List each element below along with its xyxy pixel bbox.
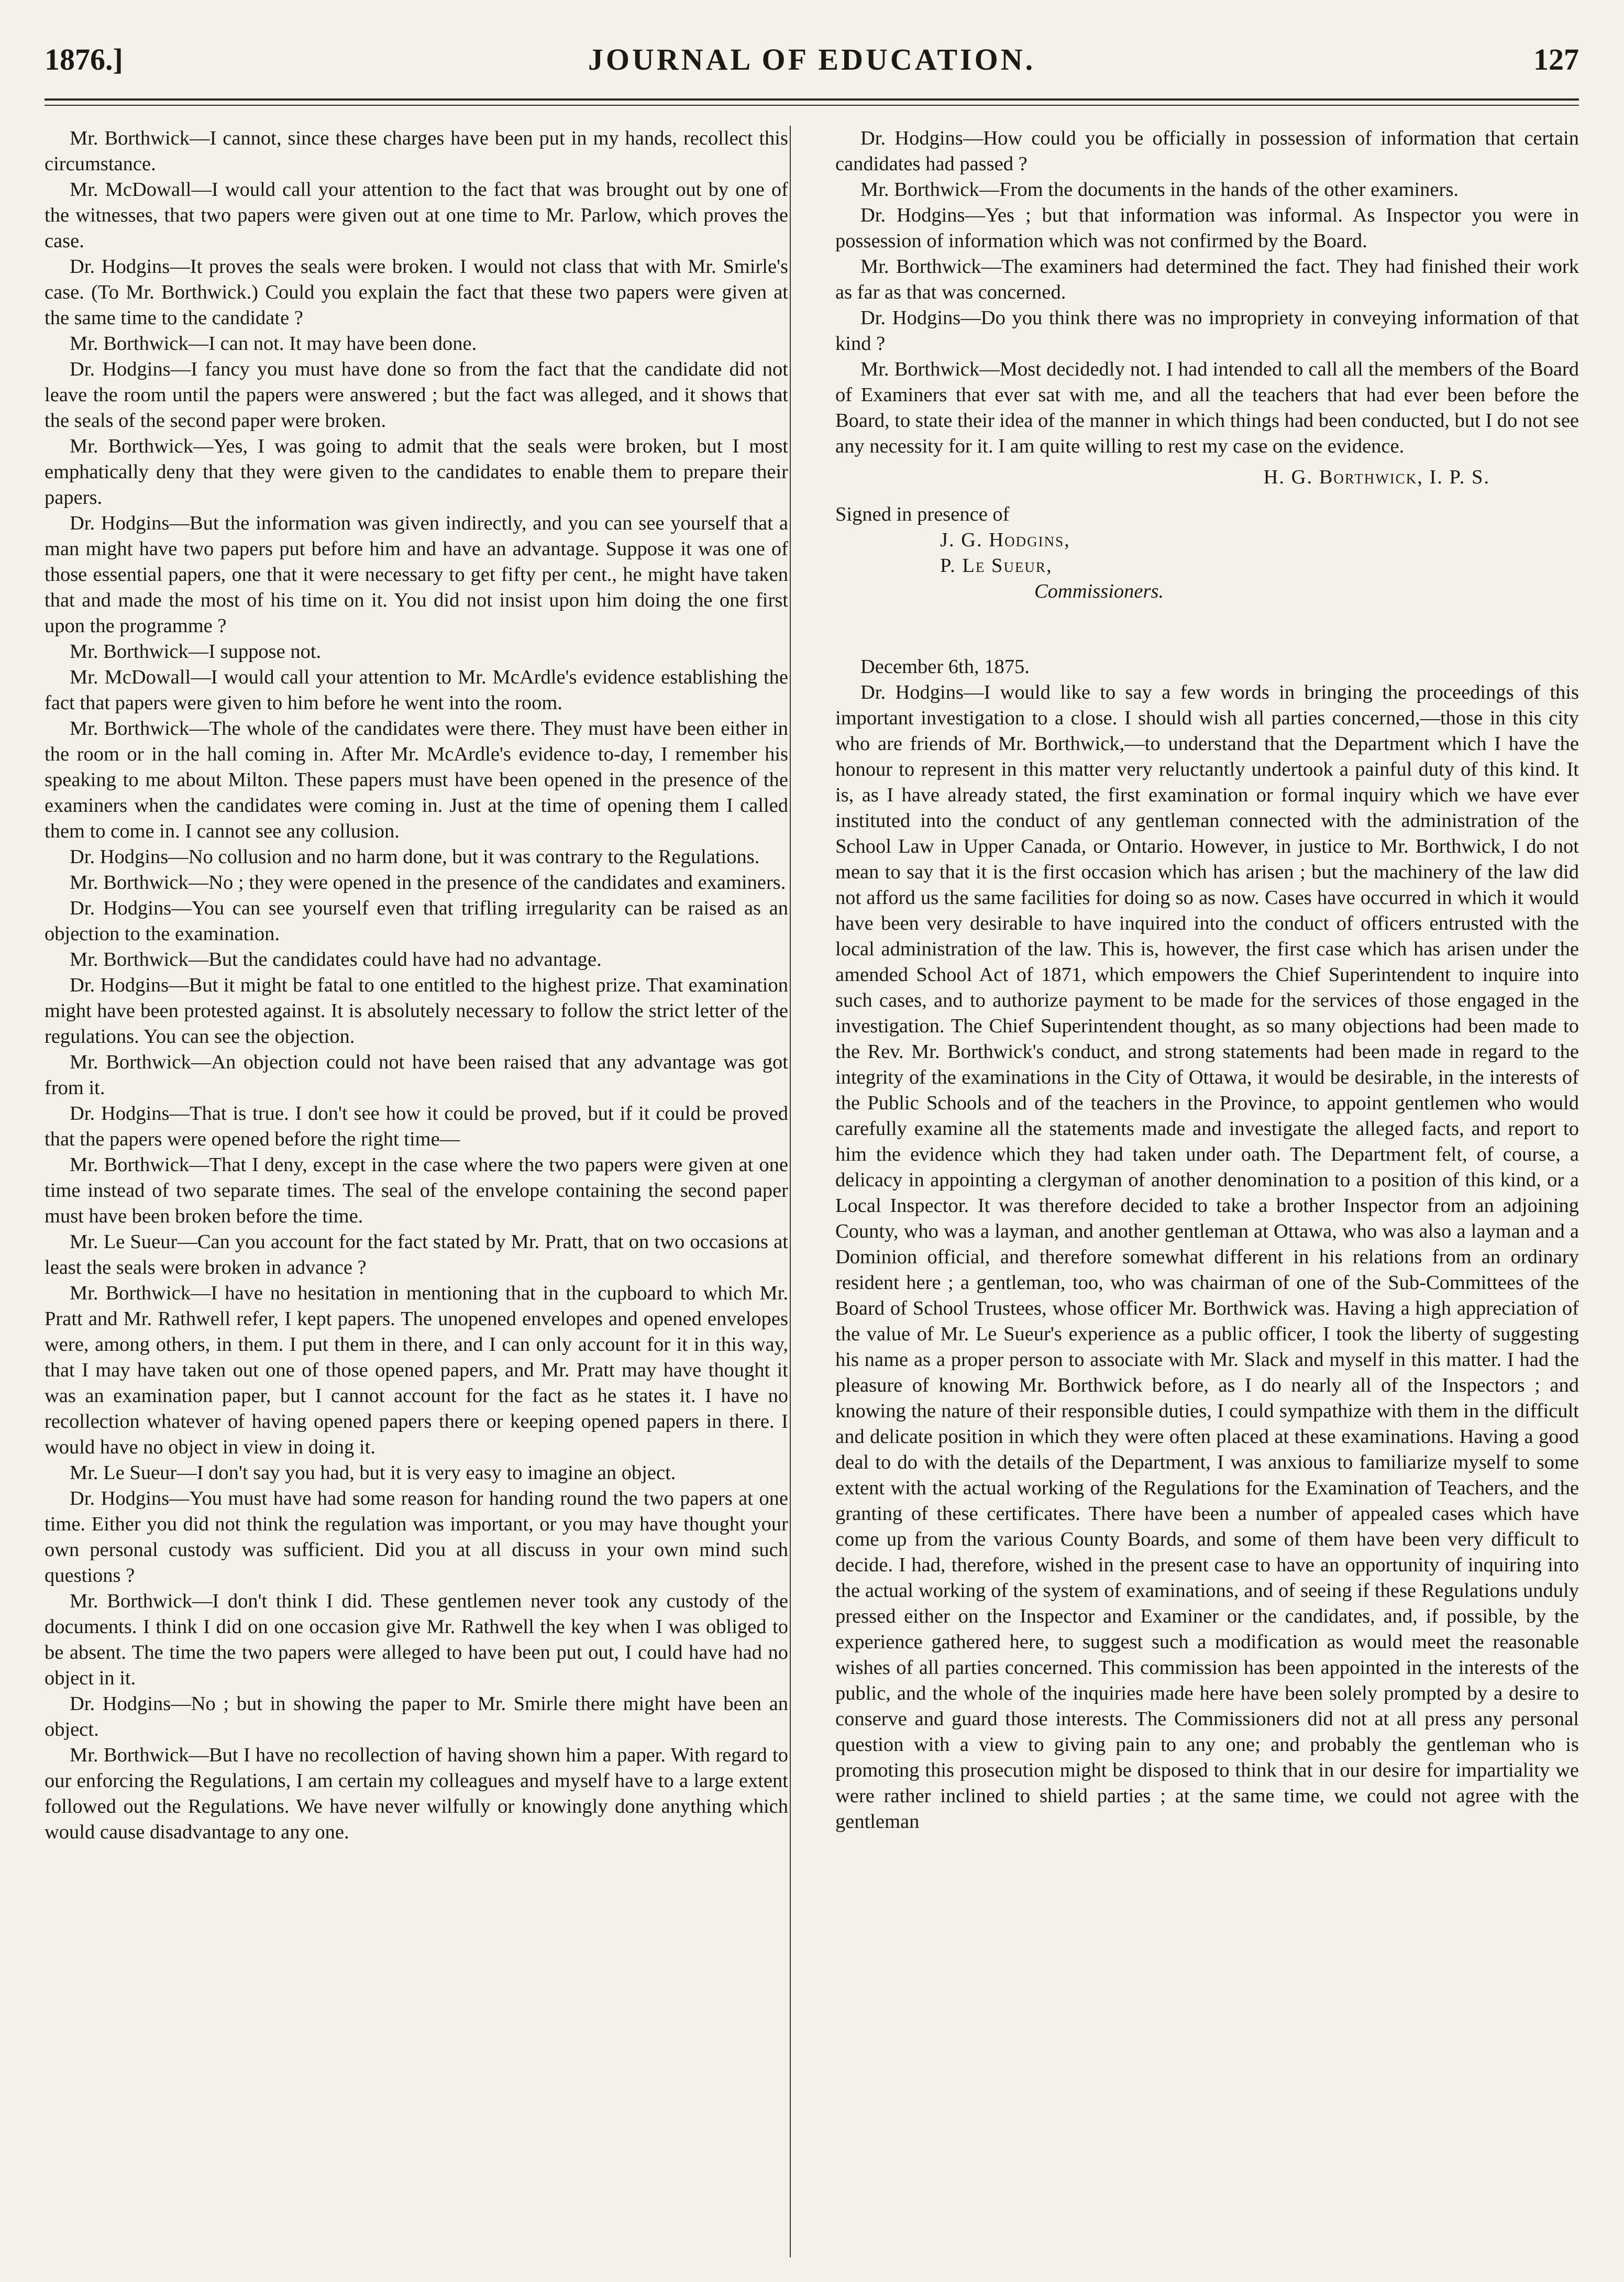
page-header — [45, 31, 1579, 84]
paragraph: Dr. Hodgins—You must have had some reason for handing round the two papers at one time. Either you did not think the regulation was important, or you may have thought your own personal custody was sufficient. Did you at all discuss in your own mind such questions ? — [45, 1487, 788, 1586]
paragraph: Mr. Borthwick—From the documents in the hands of the other examiners. — [860, 179, 1459, 201]
paragraph: Mr. Borthwick—I suppose not. — [70, 641, 322, 663]
paragraph: Dr. Hodgins—How could you be officially in possession of information that certain candidates had passed ? — [835, 127, 1579, 175]
header-rule-thin — [45, 105, 1579, 106]
page-number: 127 — [1533, 42, 1579, 76]
paragraph: Mr. Borthwick—I have no hesitation in mentioning that in the cupboard to which Mr. Pratt and Mr. Rathwell refer, I kept papers. The unopened envelopes and opened envelopes were, among others, in them. I put them in there, and I can only account for it in this way, that I may have taken out one of those opened papers, and Mr. Pratt may have thought it was an examination paper, but I cannot account for the fact as he states it. I have no recollection whatever of having opened papers there or keeping opened papers in there. I would have no object in view in doing it. — [45, 1282, 788, 1458]
paragraph: Mr. Borthwick—I cannot, since these charges have been put in my hands, recollect this circumstance. — [45, 127, 788, 175]
paragraph: Mr. Borthwick—I don't think I did. These gentlemen never took any custody of the documents. I think I did on one occasion give Mr. Rathwell the key when I was obliged to be absent. The time the two papers were alleged to have been put out, I could have had no object in it. — [45, 1590, 788, 1689]
paragraph: Dr. Hodgins—No collusion and no harm done, but it was contrary to the Regulations. — [70, 846, 760, 868]
paragraph: Dr. Hodgins—I fancy you must have done so from the fact that the candidate did not leave the room until the papers were answered ; but the fact was alleged, and it shows that the seals of the second paper were broken. — [45, 358, 788, 432]
paragraph: Dr. Hodgins—It proves the seals were broken. I would not class that with Mr. Smirle's case. (To Mr. Borthwick.) Could you explain the fact that these two papers were given at the same time to the candidate ? — [45, 256, 788, 329]
paragraph: Mr. Le Sueur—I don't say you had, but it is very easy to imagine an object. — [70, 1462, 676, 1484]
paragraph: Mr. Borthwick—The examiners had determined the fact. They had finished their work as far as that was concerned. — [835, 256, 1579, 303]
paragraph: Mr. Borthwick—That I deny, except in the case where the two papers were given at one time instead of two separate times. The seal of the envelope containing the second paper must have been broken before the time. — [45, 1154, 788, 1227]
paragraph: Mr. Borthwick—No ; they were opened in the presence of the candidates and examiners. — [70, 872, 786, 894]
paragraph: Dr. Hodgins—Yes ; but that information was informal. As Inspector you were in possession of information which was not confirmed by the Board. — [835, 204, 1579, 252]
header-year: 1876.] — [45, 42, 123, 76]
paragraph: Mr. Borthwick—But I have no recollection of having shown him a paper. With regard to our enforcing the Regulations, I am certain my colleagues and myself have to a large extent followed out the Regulations. We have never wilfully or knowingly done anything which would cause disadvantage to any one. — [45, 1744, 788, 1843]
paragraph: Dr. Hodgins—But it might be fatal to one entitled to the highest prize. That examination might have been protested against. It is absolutely necessary to follow the strict letter of the regulations. You can see the objection. — [45, 974, 788, 1048]
paragraph: Mr. Borthwick—An objection could not have been raised that any advantage was got from it. — [45, 1051, 788, 1099]
paragraph: Dr. Hodgins—I would like to say a few words in bringing the proceedings of this important investigation to a close. I should wish all parties concerned,—those in this city who are friends of Mr. Borthwick,—to understand that the Department which I have the honour to represent in this matter very reluctantly undertook a painful duty of this kind. It is, as I have already stated, the first examination or formal inquiry which we have ever instituted into the conduct of any gentleman connected with the administration of the School Law in Upper Canada, or Ontario. However, in justice to Mr. Borthwick, I do not mean to say that it is the first occasion which has arisen ; but the machinery of the law did not afford us the same facilities for doing so as now. Cases have occurred in which it would have been very desirable to have inquired into the conduct of officers entrusted with the local administration of the law. This is, however, the first case which has arisen under the amended School Act of 1871, which empowers the Chief Superintendent to inquire into such cases, and to authorize payment to be made for the services of those engaged in the investigation. The Chief Superintendent thought, as so many objections had been made to the Rev. Mr. Borthwick's conduct, and strong statements had been made in regard to the integrity of the examinations in the City of Ottawa, it would be desirable, in the interests of the Public Schools and of the teachers in the Province, to appoint gentlemen who would carefully examine all the statements made and investigate the alleged facts, and report to him the evidence which they had taken under oath. The Department felt, of course, a delicacy in appointing a clergyman of another denomination to a position of this kind, or a Local Inspector. It was therefore decided to take a brother Inspector from an adjoining County, who was a layman, and another gentleman at Ottawa, who was also a layman and a Dominion official, and therefore somewhat different in his relations from an ordinary resident here ; a gentleman, too, who was chairman of one of the Sub-Committees of the Board of School Trustees, whose officer Mr. Borthwick was. Having a high appreciation of the value of Mr. Le Sueur's experience as a public officer, I took the liberty of suggesting his name as a proper person to associate with Mr. Slack and myself in this matter. I had the pleasure of knowing Mr. Borthwick before, as I do nearly all of the Inspectors ; and knowing the nature of their responsible duties, I could sympathize with them in the difficult and delicate position in which they were often placed at these examinations. Having a good deal to do with the details of the Department, I was anxious to familiarize myself to some extent with the actual working of the Regulations for the Examination of Teachers, and the granting of these certificates. There have been a number of appealed cases which have come up from the various County Boards, and some of them have been very difficult to decide. I had, therefore, wished in the present case to have an opportunity of inquiring into the actual working of the system of examinations, and of seeing if these Regulations unduly pressed either on the Inspector and Examiner or the candidates, and, if possible, by the experience gathered here, to suggest such a modification as would meet the reasonable wishes of all parties concerned. This commission has been appointed in the interests of the public, and the whole of the inquiries made here have been solely prompted by a desire to conserve and guard those interests. The Commissioners did not at all press any personal question with a view to giving pain to any one; and probably the gentleman who is promoting this prosecution might be disposed to think that in our desire for impartiality we were rather inclined to shield parties ; at the same time, we could not agree with the gentleman — [835, 681, 1579, 1833]
journal-title: JOURNAL OF EDUCATION. — [588, 42, 1036, 76]
paragraph: Dr. Hodgins—No ; but in showing the paper to Mr. Smirle there might have been an object. — [45, 1693, 788, 1740]
paragraph: Dr. Hodgins—You can see yourself even that trifling irregularity can be raised as an objection to the examination. — [45, 897, 788, 945]
paragraph: Mr. Borthwick—Most decidedly not. I had intended to call all the members of the Board of Examiners that ever sat with me, and all the teachers that had ever been before the Board, to state their idea of the manner in which things had been conducted, but I do not see any necessity for it. I am quite willing to rest my case on the evidence. — [835, 358, 1579, 457]
paragraph: Dr. Hodgins—Do you think there was no impropriety in conveying information of that kind ? — [835, 307, 1579, 355]
witness-name: P. Le Sueur, — [940, 555, 1053, 577]
header-rule-thick — [45, 98, 1579, 101]
paragraph: Mr. Borthwick—Yes, I was going to admit that the seals were broken, but I most emphatically deny that they were given to the candidates to enable them to prepare their papers. — [45, 435, 788, 509]
paragraph: Mr. Le Sueur—Can you account for the fact stated by Mr. Pratt, that on two occasions at least the seals were broken in advance ? — [45, 1231, 788, 1278]
right-column — [835, 126, 1579, 2257]
paragraph: Mr. McDowall—I would call your attention to the fact that was brought out by one of the witnesses, that two papers were given out at one time to Mr. Parlow, which proves the case. — [45, 179, 788, 252]
dateline: December 6th, 1875. — [860, 656, 1030, 678]
witness-title: Commissioners. — [1034, 580, 1164, 602]
paragraph: Mr. Borthwick—But the candidates could have had no advantage. — [70, 949, 602, 971]
signature-name: H. G. Borthwick, I. P. S. — [1263, 466, 1490, 488]
paragraph: Dr. Hodgins—But the information was given indirectly, and you can see yourself that a man might have two papers put before him and have an advantage. Suppose it was one of those essential papers, one that it were necessary to get fifty per cent., he might have taken that and made the most of his time on it. You did not insist upon him doing the one first upon the programme ? — [45, 512, 788, 637]
column-divider — [790, 126, 791, 2257]
paragraph: Mr. McDowall—I would call your attention to Mr. McArdle's evidence establishing the fact that papers were given to him before he went into the room. — [45, 666, 788, 714]
paragraph: Mr. Borthwick—The whole of the candidates were there. They must have been either in the room or in the hall coming in. After Mr. McArdle's evidence to-day, I remember his speaking to me about Milton. These papers must have been opened in the presence of the examiners when the candidates were coming in. Just at the time of opening them I called them to come in. I cannot see any collusion. — [45, 718, 788, 842]
signed-label: Signed in presence of — [835, 503, 1010, 525]
witness-name: J. G. Hodgins, — [940, 529, 1070, 551]
left-column — [45, 126, 788, 2257]
paragraph: Mr. Borthwick—I can not. It may have been done. — [70, 333, 477, 355]
paragraph: Dr. Hodgins—That is true. I don't see how it could be proved, but if it could be proved that the papers were opened before the right time— — [45, 1103, 788, 1150]
